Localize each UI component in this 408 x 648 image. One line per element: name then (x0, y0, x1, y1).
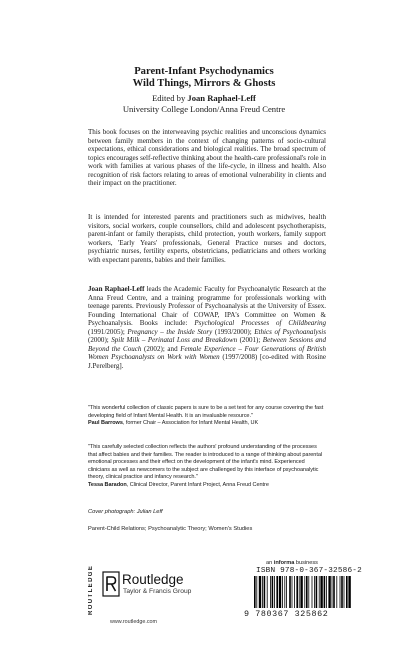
routledge-vertical-wordmark: ROUTLEDGE (88, 564, 94, 615)
author-bio (88, 285, 326, 370)
barcode-bar (324, 576, 326, 608)
barcode-bar (344, 576, 345, 608)
informa-suffix: business (295, 560, 318, 566)
barcode-bar (306, 576, 308, 608)
barcode-bar (299, 576, 300, 608)
bio-text: (2000); (88, 336, 112, 345)
taylor-francis-group: Taylor & Francis Group (123, 588, 192, 595)
barcode-bar (256, 576, 257, 608)
routledge-wordmark: Routledge (122, 572, 184, 587)
barcode-bar (300, 576, 302, 608)
barcode-bar (328, 576, 330, 608)
barcode-digits: 9 780367 325862 (244, 609, 329, 619)
book-ref: Psychological Processes of Childbearing (194, 319, 326, 328)
book-ref: Ethics of Psychoanalysis (254, 327, 326, 336)
quote-text: "This wonderful collection of classic papers is sure to be a set text for any course covering the fast developing field of Infant Mental Health. It is an invaluable resource." (88, 405, 324, 419)
barcode-bar (270, 576, 271, 608)
book-ref: Spilt Milk – Perinatal Loss and Breakdown (111, 336, 238, 345)
barcode-bar (259, 576, 261, 608)
barcode-bar (308, 576, 309, 608)
endorsement-quote (88, 444, 326, 490)
bio-text: (1993/2000); (212, 327, 255, 336)
barcode-bar (296, 576, 298, 608)
barcode-bar (304, 576, 305, 608)
quote-author-role: , former Chair – Association for Infant Mental Health, UK (122, 420, 259, 427)
quote-text: "This carefully selected collection reflects the authors' profound understanding of the processes that affect babies and their families. The reader is introduced to a range of thinking about parental emotional processes and their effect on the development of the infant's mind. Experienced clinicians as well as newcomers to the subject are challenged by this interface of psychoanalytic theory, clinical practice and infancy research." (88, 444, 323, 481)
barcode-bar (336, 576, 337, 608)
publisher-website: www.routledge.com (110, 619, 158, 625)
quote-author: Tessa Baradon (88, 481, 127, 488)
barcode-bar (282, 576, 283, 608)
barcode-bar (279, 576, 281, 608)
barcode-bar (333, 576, 335, 608)
informa-name: informa (273, 560, 295, 566)
isbn-label: ISBN 978-0-367-32586-2 (256, 567, 362, 575)
bio-text: (2001); (237, 336, 263, 345)
isbn-barcode (252, 576, 352, 608)
title-line-2: Wild Things, Mirrors & Ghosts (132, 78, 276, 90)
barcode-bar (294, 576, 295, 608)
barcode-bar (319, 576, 320, 608)
barcode-bar (272, 576, 274, 608)
title-line-1: Parent-Infant Psychodynamics (134, 66, 274, 77)
barcode-bar (312, 576, 313, 608)
bio-text: (1991/2005); (88, 327, 128, 336)
informa-tagline (266, 560, 318, 566)
quote-author: Paul Barrows (88, 420, 123, 427)
barcode-bar (289, 576, 291, 608)
editor-name: Joan Raphael-Leff (187, 93, 256, 103)
barcode-bar (340, 576, 341, 608)
quote-attribution (88, 482, 326, 490)
book-title (0, 66, 408, 91)
quote-author-role: , Clinical Director, Parent Infant Project, Anna Freud Centre (126, 481, 269, 488)
book-ref: Female Experience – Four Generations of British Women Psychoanalysts on Work with Women (88, 344, 326, 362)
subject-categories: Parent-Child Relations; Psychoanalytic Theory; Women's Studies (88, 526, 253, 532)
barcode-bar (276, 576, 278, 608)
endorsement-quote (88, 405, 326, 428)
barcode-bar (254, 576, 256, 608)
routledge-r-icon (102, 571, 120, 597)
barcode-bar (314, 576, 315, 608)
editor-line (0, 93, 408, 104)
barcode-bar (346, 576, 348, 608)
barcode-bar (284, 576, 285, 608)
barcode-bar (292, 576, 293, 608)
cover-photo-credit: Cover photograph: Julian Leff (88, 509, 163, 515)
informa-prefix: an (266, 560, 273, 566)
editor-affiliation: University College London/Anna Freud Centre (122, 103, 286, 114)
book-ref: Between Sessions and Beyond the Couch (88, 336, 326, 353)
barcode-bar (326, 576, 327, 608)
blurb-paragraph-2: It is intended for interested parents and practitioners such as midwives, health visitors, social workers, couple counsellors, child and adolescent psychotherapists, parent-infant or family therapists, child protection, youth workers, family support workers, 'Early Years' professionals, General Practice nurses and doctors, psychiatric nurses, fertility experts, obstetricians, pediatricians and others working with expectant parents, babies and their families. (88, 213, 326, 264)
barcode-bar (262, 576, 263, 608)
barcode-bar (320, 576, 322, 608)
blurb-paragraph-1: This book focuses on the interweaving psychic realities and unconscious dynamics between family members in the context of changing patterns of socio-cultural expectations, ethical considerations and biological realities. The broad spectrum of topics encourages self-reflective thinking about the health-care professional's role in work with families at various phases of the life-cycle, in illness and health. Also recognition of risk factors relating to areas of emotional vulnerability in clients and their impact on the practitioner. (88, 128, 326, 188)
editor-block (0, 93, 408, 114)
barcode-bar (267, 576, 268, 608)
barcode-bar (348, 576, 350, 608)
bio-text: leads the Academic Faculty for Psychoanalytic Research at the Anna Freud Centre, and a training programme for professionals working with teenage parents. Previously Professor of Psychoanalysis at the University of Essex. Founding International Chair of COWAP, IPA's Committee on Women & Psychoanalysis. Books include: (88, 285, 326, 328)
barcode-bar (264, 576, 266, 608)
bio-text: (1997/2008) [co-edited with Rosine J.Perelberg]. (88, 353, 326, 370)
barcode-bar (316, 576, 318, 608)
barcode-bar (286, 576, 287, 608)
bio-name: Joan Raphael-Leff (88, 285, 145, 293)
bio-text: (2002); and (141, 344, 181, 353)
routledge-logo (88, 564, 218, 617)
barcode-bar (341, 576, 343, 608)
barcode-bar (332, 576, 333, 608)
book-ref: Pregnancy – the Inside Story (127, 327, 213, 336)
barcode-bar (274, 576, 275, 608)
edited-by-label: Edited by (152, 93, 186, 103)
quote-attribution (88, 420, 326, 428)
